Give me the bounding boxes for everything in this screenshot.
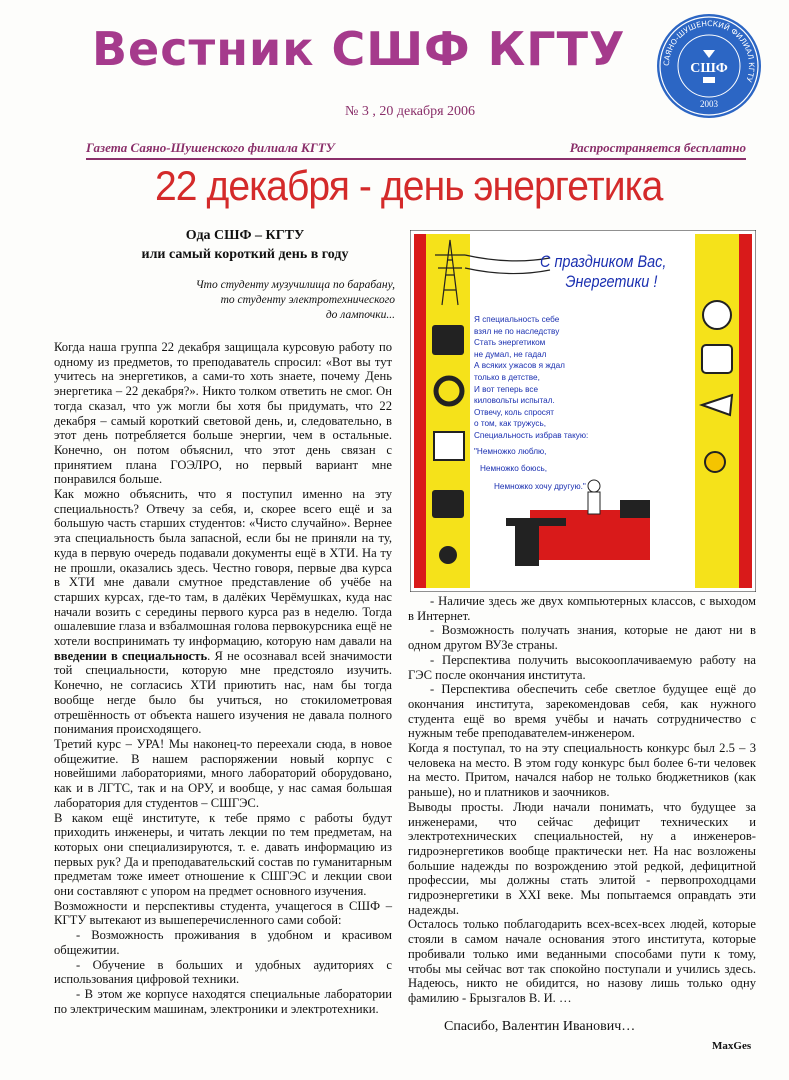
article-subtitle: или самый короткий день в году (141, 247, 349, 262)
paragraph: Третий курс – УРА! Мы наконец-то переехали сюда, в новое общежитие. В нашем распоряжении новый корпус с новейшими лабораториями, много лабораторий оборудовано, как и в ЛГТС, так и на ОРУ, и вообще, у нас самая большая лаборатория для студентов – СШГЭС. (54, 736, 392, 810)
poem-line: Отвечу, коль спросят (474, 407, 555, 417)
svg-text:СШФ: СШФ (690, 61, 728, 76)
article-left-column (54, 340, 392, 1016)
list-item: - Наличие здесь же двух компьютерных классов, с выходом в Интернет. (408, 594, 756, 623)
paragraph: Когда я поступал, то на эту специальность конкурс был 2.5 – 3 человека на место. В этом году конкурс был более 6-ти человек на место. Притом, начался набор не только бюджетников (как раньше), но и платников и заочников. (408, 741, 756, 800)
svg-text:2003: 2003 (700, 99, 718, 109)
paragraph: В каком ещё институте, к тебе прямо с работы будут приходить инженеры, и читать лекции по тем предметам, на которых они специализируются, т. е. давать информацию из первых рук? Да и преподавательский состав по гуманитарным предметам тоже имеет отношение к СШГЭС и лекции свои они составляют с упором на предмет основного изучения. (54, 810, 392, 899)
tagline-right: Распространяется бесплатно (569, 140, 746, 155)
list-item: - Возможность получать знания, которые не дают ни в одном другом ВУЗе страны. (408, 623, 756, 653)
epigraph-line: Что студенту музучилища по барабану, (195, 279, 395, 291)
poem-line: "Немножко люблю, (474, 446, 547, 456)
paragraph: Выводы просты. Люди начали понимать, что будущее за инженерами, что сейчас дефицит технических и электротехнических специальностей, ну а инженеров-гидроэнергетиков вообще практически нет. На нас возложены большие надежды по возрождению этой редкой, дефицитной профессии, мы должны стать элитой - первопроходцами гидроэнергетики в XXI веке. Мы попытаемся оправдать эти надежды. (408, 799, 756, 917)
poem-line: не думал, не гадал (474, 349, 547, 359)
poem-line: Стать энергетиком (474, 338, 546, 348)
author-signature: MaxGes (712, 1040, 752, 1052)
epigraph (95, 278, 395, 323)
poem-line: киловольты испытал. (474, 396, 555, 406)
tagline-bar (86, 140, 746, 158)
poem-line: взял не по наследству (474, 326, 560, 336)
svg-text:САЯНО-ШУШЕНСКИЙ ФИЛИАЛ КГТУ: САЯНО-ШУШЕНСКИЙ ФИЛИАЛ КГТУ (661, 18, 757, 84)
energy-day-poster (410, 230, 756, 592)
poster-poem (474, 314, 588, 492)
poem-line: А всяких ужасов я ждал (474, 361, 565, 371)
emphasis: введении в специальность (54, 648, 208, 663)
poem-line: Немножко боюсь, (480, 464, 548, 474)
headline: 22 декабря - день энергетика (155, 162, 663, 209)
tagline-left: Газета Саяно-Шушенского филиала КГТУ (86, 140, 335, 155)
epigraph-line: до лампочки... (325, 309, 395, 321)
list-item: - Обучение в больших и удобных аудиториях с использования цифровой техники. (54, 957, 392, 987)
poem-line: только в детстве, (474, 372, 540, 382)
poster-greeting (540, 252, 666, 292)
article-title: Ода СШФ – КГТУ (185, 228, 305, 243)
poem-line: о том, как тружусь, (474, 419, 546, 429)
list-item: - Перспектива обеспечить себе светлое будущее ещё до окончания института, зарекомендовав себя, как нужного студента ещё во время учёбы и начать сотрудничество с нужным тебе преподавателем-инженером. (408, 682, 756, 741)
poster-greeting-line: Энергетики ! (565, 272, 658, 291)
poem-line: И вот теперь все (474, 384, 539, 394)
poem-line: Специальность избрав такую: (474, 430, 589, 440)
list-item: - Перспектива получить высокооплачиваемую работу на ГЭС после окончания института. (408, 652, 756, 682)
masthead-divider (86, 158, 746, 160)
paragraph: Как можно объяснить, что я поступил именно на эту специальность? Отвечу за себя, и, скорее всего ещё и за большую часть старших студентов: «Чисто случайно». Вернее эта специальность была запасной, если бы не приняли на ту, куда в первую очередь подавали документы ещё в ХТИ. На ту не прошли, оказались здесь. Честно говоря, первые два курса в ХТИ мне давали смутное представление об учёбе на старших курсах, где-то там, в далёких Черёмушках, куда нас начали возить с середины первого курса раз в неделю. Тогда ошалевшие глаза и взбалмошная голова первокурсника ещё не хотели воспринимать ту информацию, которую нам давали на введении в специальность. Я не осознавал всей значимости той специальности, которую мне предстояло изучить. Конечно, не согласись ХТИ приютить нас, нам бы тогда вообще негде было бы учиться, но стокилометровая отрешённость от объекта нашего изучения не давала полного понимания происходящего. (54, 487, 392, 737)
issue-number-date: № 3 , 20 декабря 2006 (345, 104, 476, 119)
poem-line: Я специальность себе (474, 315, 560, 324)
list-item: - Возможность проживания в удобном и красивом общежитии. (54, 928, 392, 957)
epigraph-line: то студенту электротехнического (220, 294, 395, 306)
branch-seal-logo (657, 14, 761, 118)
poem-line: Немножко хочу другую." (494, 481, 586, 491)
paragraph: Возможности и перспективы студента, учащегося в СШФ – КГТУ вытекают из вышеперечисленного сами собой: (54, 898, 392, 928)
signoff: Спасибо, Валентин Иванович… (444, 1019, 636, 1034)
list-item: - В этом же корпусе находятся специальные лаборатории по электрическим машинам, электроники и электротехники. (54, 986, 392, 1016)
paragraph: Осталось только поблагодарить всех-всех-всех людей, которые стояли в самом начале основания этого института, которые пробивали только ими веданными способами пути к тому, чтобы мы сейчас вот так спокойно поступали и учились здесь. Надеюсь, никто не обидится, но назову лишь только одну фамилию - Брызгалов В. И. … (408, 917, 756, 1005)
paragraph: Когда наша группа 22 декабря защищала курсовую работу по одному из предметов, то преподаватель спросил: «Вот вы тут учитесь на энергетиков, а сами-то хоть знаете, почему День энергетика – 22 декабря?». Никто толком ответить не смог. Он тогда сказал, что уж могли бы хотя бы придумать, что 22 декабря – самый короткий световой день, и, следовательно, в этот день потребляется больше энергии, чем в остальные. Конечно, он потом объяснил, что этот день связан с принятием плана ГОЭЛРО, но первый вариант мне понравился больше. (54, 340, 392, 487)
poster-greeting-line: С праздником Вас, (540, 252, 667, 271)
article-right-column (408, 594, 756, 1006)
newspaper-title: Вестник СШФ КГТУ (92, 22, 626, 76)
